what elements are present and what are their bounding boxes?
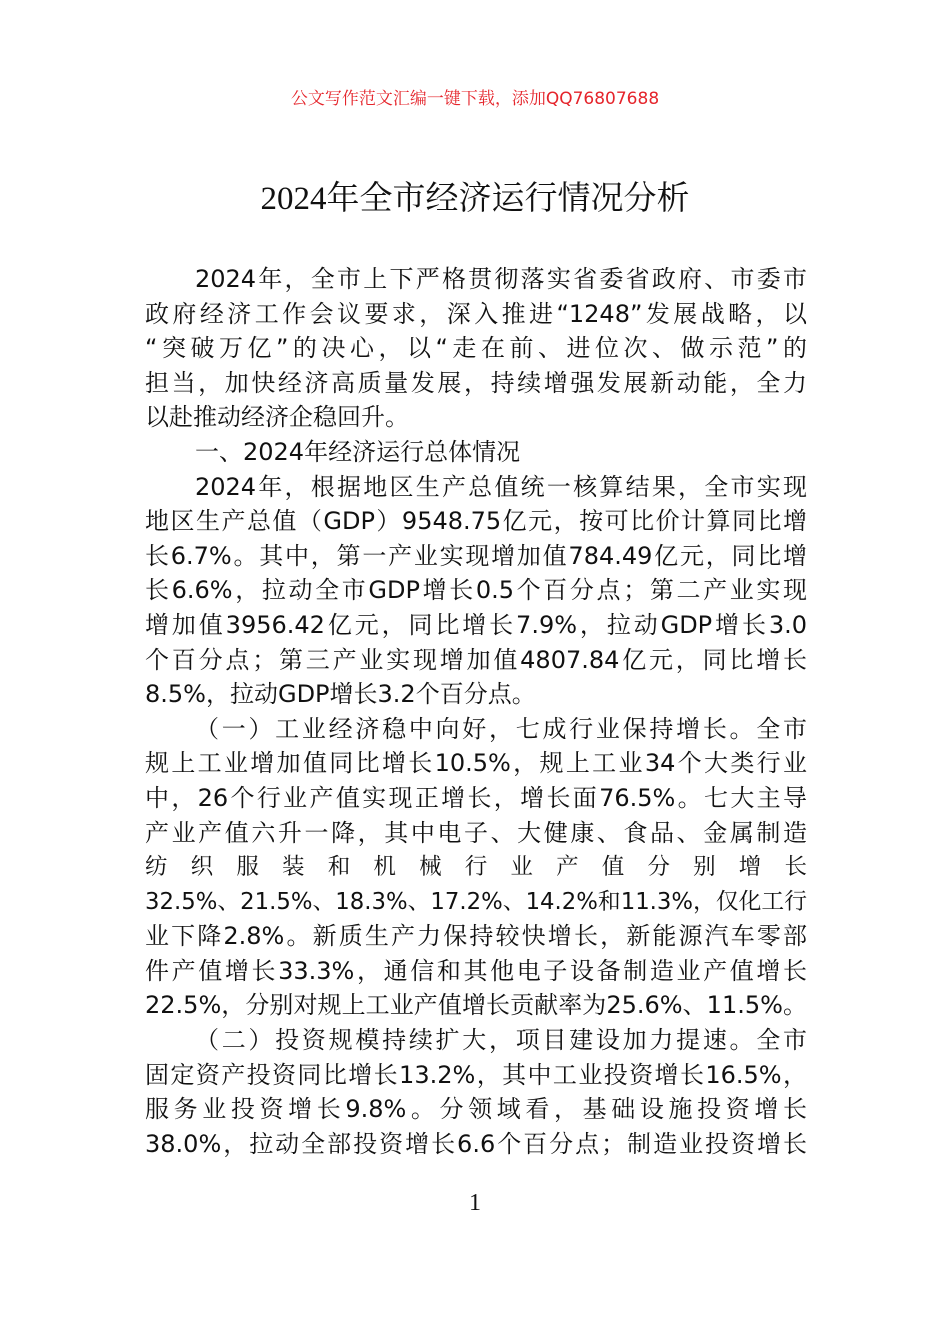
paragraph-gdp-overview (145, 470, 807, 712)
page-number: 1 (469, 1190, 481, 1216)
text-line: 纺织服装和机械行业产值分别增长 (145, 854, 807, 881)
text-line: 以赴推动经济企稳回升。 (145, 403, 409, 432)
text-line: 固定资产投资同比增长13.2%，其中工业投资增长16.5%， (145, 1060, 807, 1089)
text-line: 22.5%，分别对规上工业产值增长贡献率为25.6%、11.5%。 (145, 991, 807, 1020)
text-line: 2024年，全市上下严格贯彻落实省委省政府、市委市 (195, 265, 807, 293)
text-line: 地区生产总值（GDP）9548.75亿元，按可比价计算同比增 (145, 507, 807, 536)
document-title: 2024年全市经济运行情况分析 (260, 181, 690, 217)
watermark-banner: 公文写作范文汇编一键下载，添加QQ76807688 (290, 89, 660, 109)
text-line: 2024年，根据地区生产总值统一核算结果，全市实现 (195, 472, 807, 501)
text-line: 中，26个行业产值实现正增长，增长面76.5%。七大主导 (145, 783, 807, 812)
text-line: 产业产值六升一降，其中电子、大健康、食品、金属制造 (145, 818, 807, 847)
text-line: 担当，加快经济高质量发展，持续增强发展新动能，全力 (145, 368, 807, 397)
text-line: “突破万亿”的决心，以“走在前、进位次、做示范”的 (145, 334, 807, 363)
paragraph-investment (145, 1023, 807, 1161)
text-line: 32.5%、21.5%、18.3%、17.2%、14.2%和11.3%，仅化工行 (145, 888, 807, 915)
text-line: 件产值增长33.3%，通信和其他电子设备制造业产值增长 (145, 956, 807, 985)
text-line: 8.5%，拉动GDP增长3.2个百分点。 (145, 680, 536, 709)
text-line: 业下降2.8%。新质生产力保持较快增长，新能源汽车零部 (145, 922, 807, 951)
text-line: 政府经济工作会议要求，深入推进“1248”发展战略，以 (145, 299, 807, 328)
text-line: 服务业投资增长9.8%。分领域看，基础设施投资增长 (145, 1095, 807, 1124)
document-body (145, 262, 807, 1161)
text-line: 长6.7%。其中，第一产业实现增加值784.49亿元，同比增 (145, 541, 807, 570)
subsection-heading-line: （一）工业经济稳中向好，七成行业保持增长。全市 (195, 714, 807, 743)
text-line: 38.0%，拉动全部投资增长6.6个百分点；制造业投资增长 (145, 1129, 807, 1158)
text-line: 增加值3956.42亿元，同比增长7.9%，拉动GDP增长3.0 (145, 610, 807, 639)
section-heading-1 (145, 435, 807, 470)
text-line: 长6.6%，拉动全市GDP增长0.5个百分点；第二产业实现 (145, 576, 807, 605)
section-heading-text: 一、2024年经济运行总体情况 (195, 437, 521, 466)
paragraph-industry (145, 712, 807, 1023)
subsection-heading-line: （二）投资规模持续扩大，项目建设加力提速。全市 (195, 1026, 807, 1055)
text-line: 个百分点；第三产业实现增加值4807.84亿元，同比增长 (145, 645, 807, 674)
paragraph-intro (145, 262, 807, 435)
text-line: 规上工业增加值同比增长10.5%，规上工业34个大类行业 (145, 749, 807, 778)
